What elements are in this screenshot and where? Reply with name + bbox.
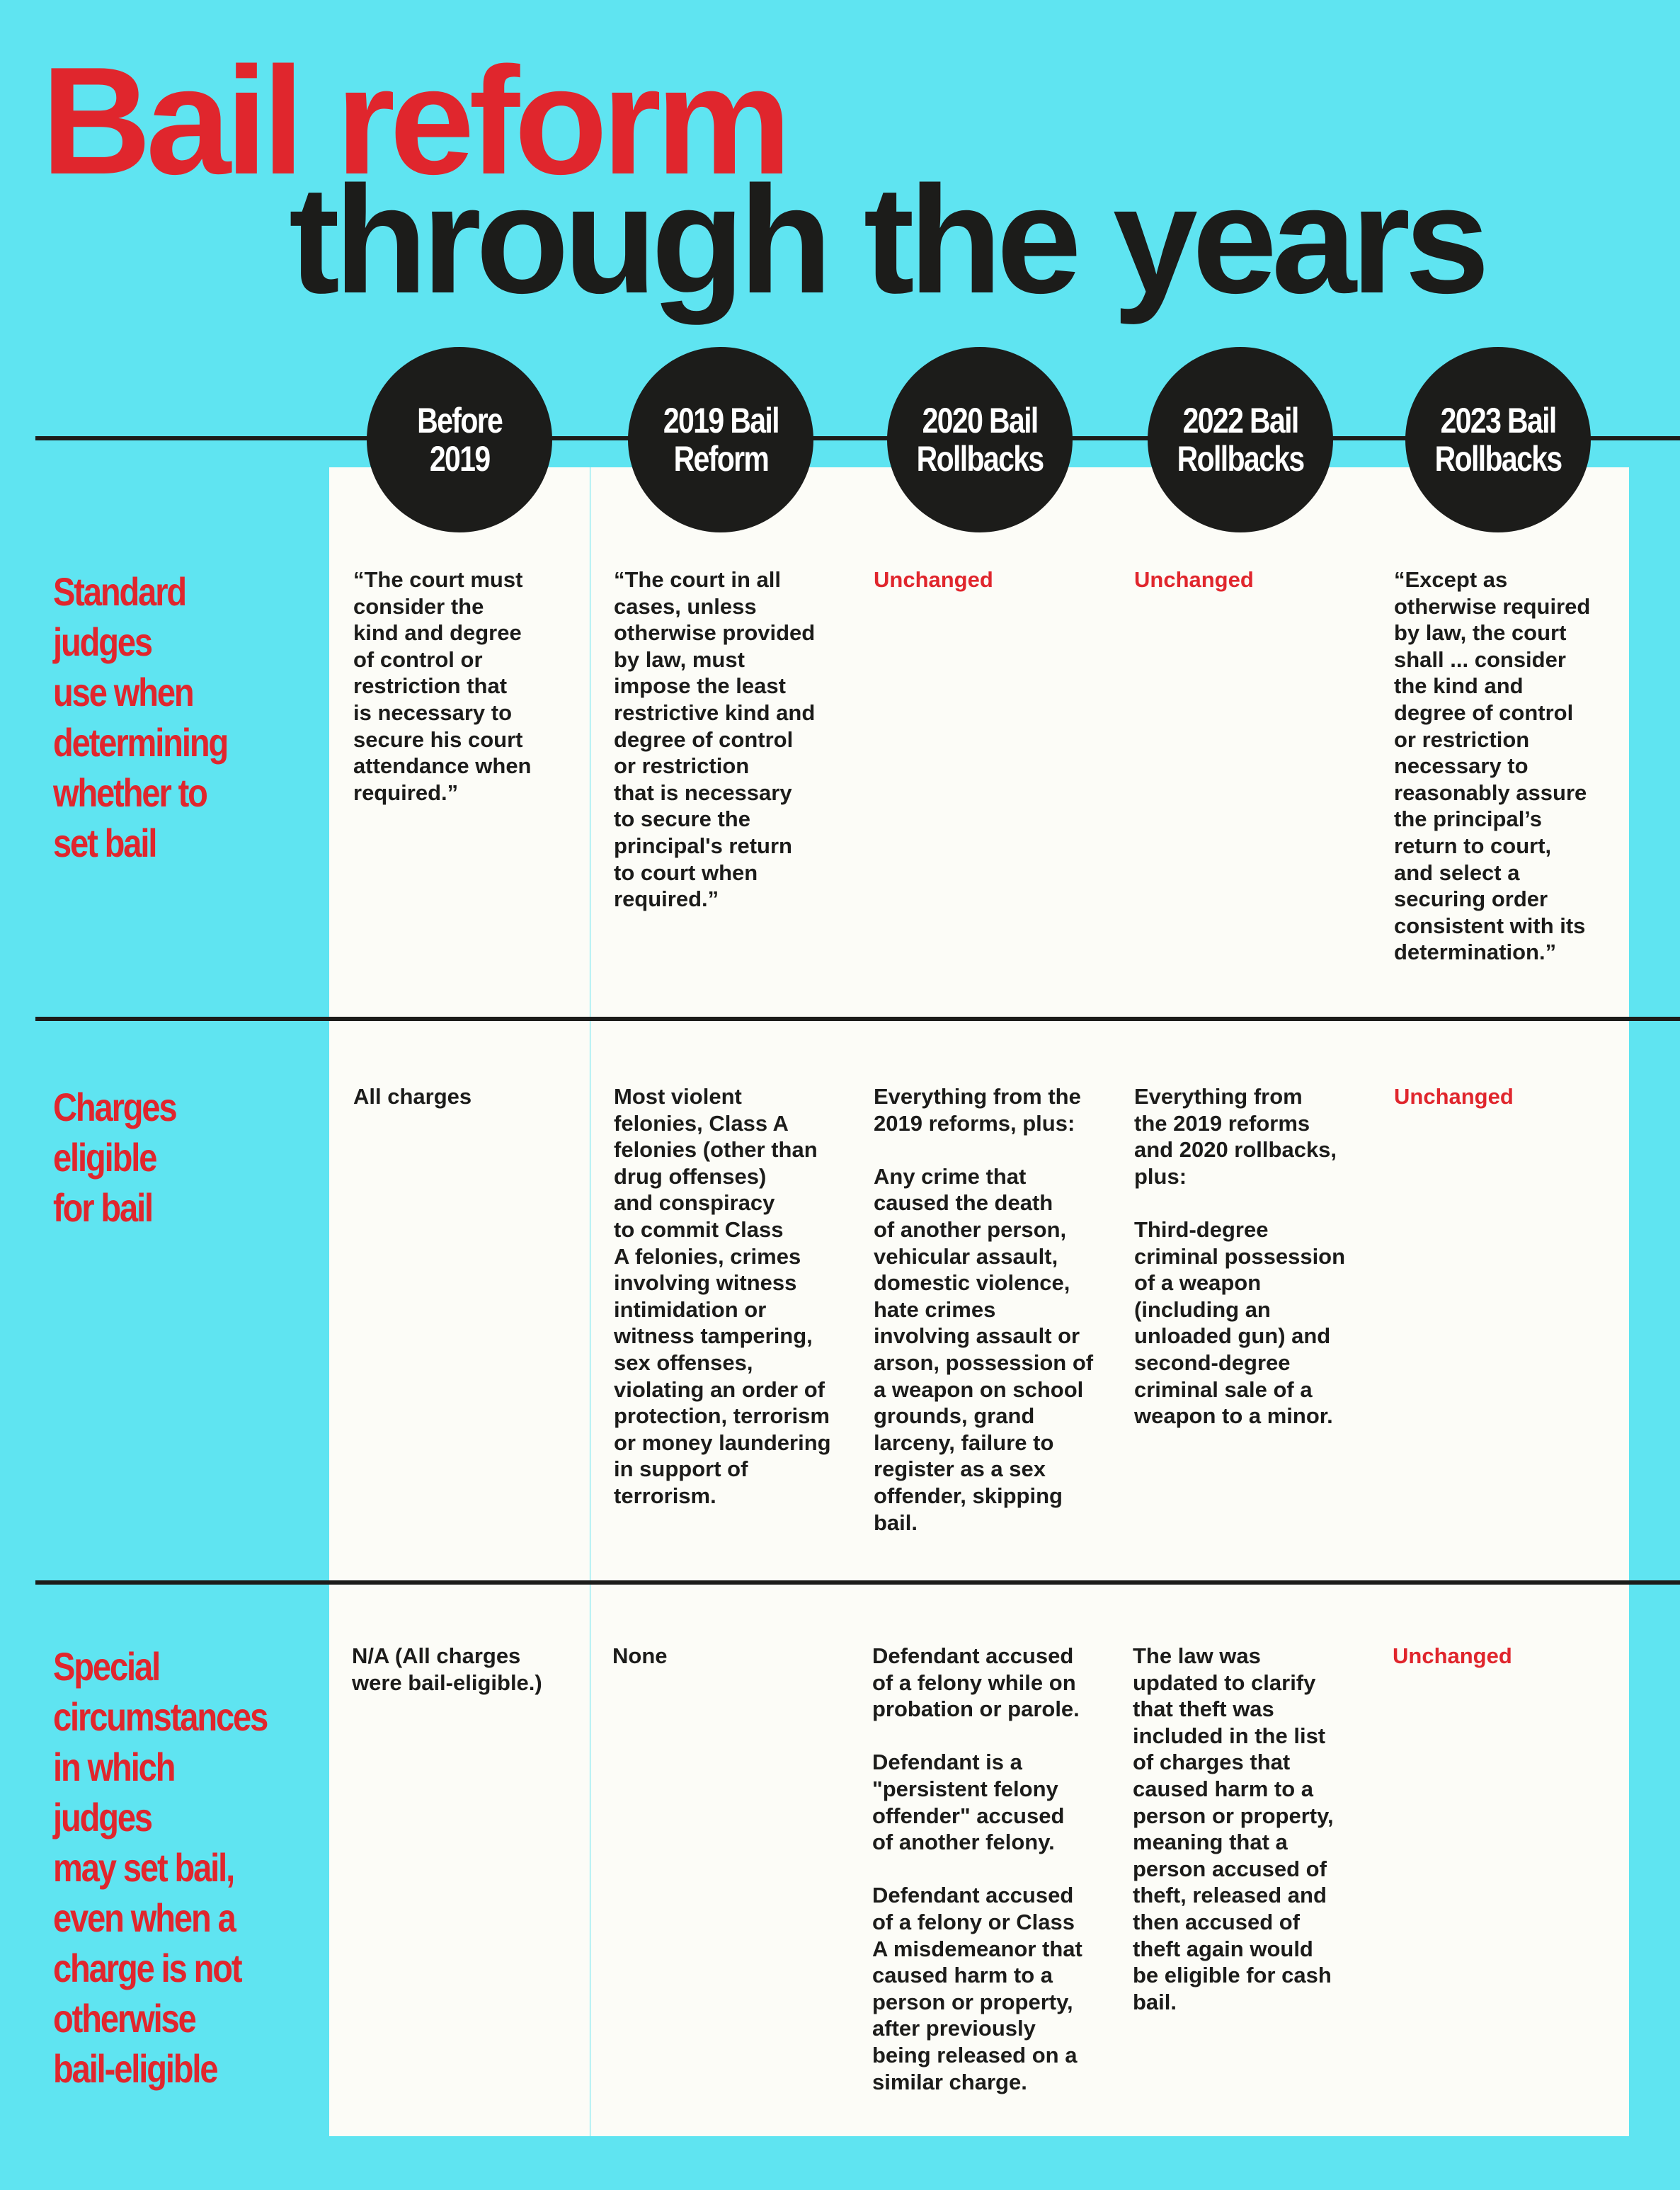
row-label-charges: Charges eligible for bail [53, 1085, 176, 1230]
column-header-label: 2020 Bail Rollbacks [916, 401, 1044, 479]
row-divider-1 [35, 1017, 1680, 1021]
cell-standard-2020: Unchanged [874, 567, 993, 592]
cell-special-2023: Unchanged [1393, 1643, 1512, 1668]
title-line-2: through the years [289, 154, 1485, 325]
cell-charges-2019: Most violent felonies, Class A felonies (other than drug offenses) and conspiracy to commit Class A felonies, crimes involving witness intimidation or witness tampering, sex offenses, violating an order of protection, terrorism or money laundering in support of terrorism. [614, 1084, 831, 1508]
cell-standard-2019: “The court in all cases, unless otherwise provided by law, must impose the least restrictive kind and degree of control or restriction that is necessary to secure the principal's return to court when required.” [614, 567, 816, 912]
column-header-label: Before 2019 [416, 401, 503, 479]
cell-charges-before-2019: All charges [353, 1084, 472, 1109]
column-header-label: 2022 Bail Rollbacks [1177, 401, 1304, 479]
column-header-label: 2019 Bail Reform [663, 401, 779, 479]
cell-special-2020: Defendant accused of a felony while on probation or parole. Defendant is a "persistent felony offender" accused of another felony. Defendant accused of a felony or Class A misdemeanor that caused harm to a person or property, after previously being released on a similar charge. [872, 1643, 1082, 2094]
column-header-before-2019 [367, 347, 552, 532]
column-header-2022-rollbacks [1148, 347, 1333, 532]
cell-special-2019: None [612, 1643, 668, 1668]
column-header-2019-reform [628, 347, 813, 532]
row-label-standard: Standard judges use when determining whether to set bail [53, 569, 228, 865]
cell-charges-2020: Everything from the 2019 reforms, plus: Any crime that caused the death of another person, vehicular assault, domestic violence, hate crimes involving assault or arson, possession of a weapon on school grounds, grand larceny, failure to register as a sex offender, skipping bail. [874, 1084, 1094, 1535]
cell-standard-2023: “Except as otherwise required by law, the court shall ... consider the kind and degree of control or restriction necessary to reasonably assure the principal’s return to court, and select a securing order consistent with its determination.” [1394, 567, 1591, 965]
title-line-1: Bail reform [41, 35, 787, 206]
column-header-label: 2023 Bail Rollbacks [1434, 401, 1562, 479]
cell-standard-before-2019: “The court must consider the kind and degree of control or restriction that is necessary to secure his court attendance when required.” [353, 567, 532, 805]
cell-special-before-2019: N/A (All charges were bail-eligible.) [352, 1643, 542, 1695]
cell-standard-2022: Unchanged [1134, 567, 1254, 592]
row-label-special-circumstances: Special circumstances in which judges may set bail, even when a charge is not otherwise bail-eligible [53, 1644, 268, 2091]
column-header-2020-rollbacks [887, 347, 1073, 532]
cell-charges-2023: Unchanged [1394, 1084, 1514, 1109]
row-divider-2 [35, 1580, 1680, 1585]
cell-charges-2022: Everything from the 2019 reforms and 2020 rollbacks, plus: Third-degree criminal possession of a weapon (including an unloaded gun) and second-degree criminal sale of a weapon to a minor. [1134, 1084, 1346, 1429]
column-header-2023-rollbacks [1405, 347, 1591, 532]
cell-special-2022: The law was updated to clarify that theft was included in the list of charges that caused harm to a person or property, meaning that a person accused of theft, released and then accused of theft again would be eligible for cash bail. [1133, 1643, 1334, 2014]
